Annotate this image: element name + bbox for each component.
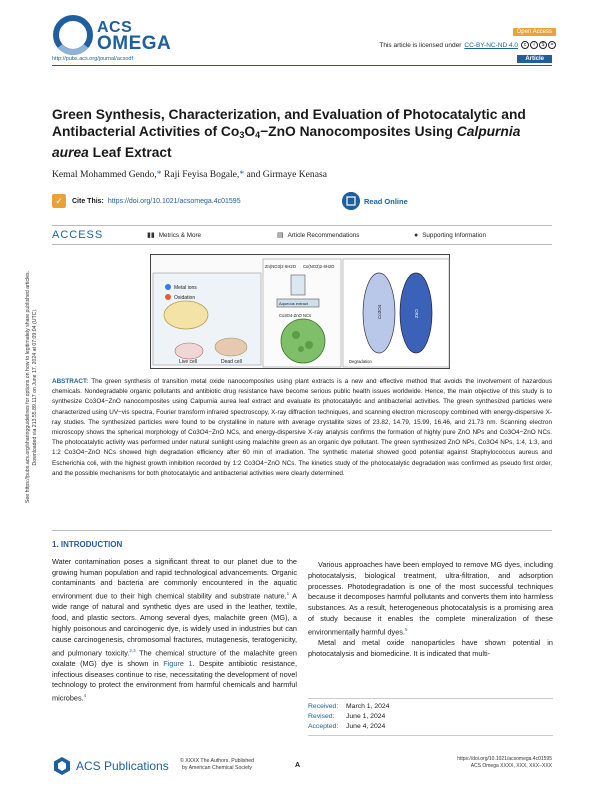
accepted-date: June 4, 2024	[346, 723, 386, 730]
supporting-info-link[interactable]: ● Supporting Information	[414, 231, 486, 239]
page-number: A	[295, 762, 301, 769]
toc-label-degradation: Degradation	[349, 359, 372, 364]
intro-paragraph-3: Metal and metal oxide nanoparticles have shown potential in photocatalysis and biomedicine. It is indicated that multi-	[308, 638, 553, 658]
toc-label-co3o4: Co3O4	[377, 304, 382, 319]
abstract-text: The green synthesis of transition metal oxide nanocomposites using plant extracts is a new and effective method that avoids the involvement of hazardous chemicals. Nondegradable organic pollutants and antibiotic drug resistance have become serious public health issues worldwide. Hence, the main objective of this study is to synthesize Co3O4−ZnO nanocomposites using Calpurnia aurea leaf extract and evaluate its photocatalytic and antibacterial activities. The green synthesized particles were characterized using UV−vis spectra, Fourier transform infrared spectroscopy, X-ray diffraction techniques, and scanning electron microscopy combined with energy-dispersive X-ray studies. The synthesized particles were found to be crystalline in nature with average crystallite sizes of 23.82, 14.79, 15.99, 16.46, and 21.73 nm. Scanning electron microscopy shows the spherical morphology of Co3O4−ZnO NCs, and energy-dispersive X-ray analysis confirms the formation of highly pure ZnO NPs and Co3O4−ZnO NCs. The photocatalytic activity was performed under natural sunlight using malachite green as an organic dye pollutant. The green synthesized ZnO NPs, Co3O4 NPs, 1:4, 1:3, and 1:2 Co3O4−ZnO NCs showed high degradation efficiency after 60 min of irradiation. The synthetic material showed good potential against Staphylococcus aureus and Escherichia coli, with the highest growth inhibition recorded by 1:2 Co3O4−ZnO NCs. The kinetics study of the photocatalytic degradation was confirmed as pseudo first order, and the possible mechanisms for both photocatalytic and antibacterial activities were clearly determined.	[52, 378, 552, 477]
footer-doi-link[interactable]: https://doi.org/10.1021/acsomega.4c01595	[457, 756, 552, 762]
toc-label-zno: ZnO	[414, 309, 419, 318]
publisher-name: ACS Publications	[76, 759, 169, 773]
accepted-label: Accepted:	[308, 723, 339, 730]
received-date: March 1, 2024	[346, 703, 390, 710]
cite-icon: ✓	[52, 194, 66, 208]
nd-icon: =	[548, 41, 556, 49]
toc-label-co-salt: Co(NO3)2·6H2O	[303, 264, 335, 269]
cc-license-icons	[521, 41, 556, 49]
download-notice	[25, 177, 39, 597]
license-prefix: This article is licensed under	[379, 41, 462, 49]
ref-link-2[interactable]: 2,3	[129, 647, 136, 653]
toc-label-dead-cell: Dead cell	[221, 359, 242, 365]
article-type-badge: Article	[517, 55, 552, 63]
journal-url-link[interactable]: http://pubs.acs.org/journal/acsodf	[52, 56, 134, 62]
cite-doi-link[interactable]: https://doi.org/10.1021/acsomega.4c01595	[107, 197, 241, 205]
metrics-link[interactable]: ▮▮ Metrics & More	[147, 231, 202, 239]
copyright-notice: © XXXX The Authors. Published by American Chemical Society	[179, 758, 255, 771]
author-gendo[interactable]: Kemal Mohammed Gendo,	[52, 169, 157, 180]
logo-acs-text: ACS	[97, 19, 133, 36]
toc-label-zn-salt: Zn(NO3)2·6H2O	[265, 264, 296, 269]
acs-omega-logo[interactable]	[52, 14, 182, 58]
abstract-label: ABSTRACT:	[52, 378, 89, 385]
read-online-icon	[342, 192, 360, 210]
toc-graphic-svg	[151, 255, 451, 370]
intro-paragraph-2: Various approaches have been employed to remove MG dyes, including photocatalysis, biological treatment, ultra-filtration, and adsorption processes. Photodegradation is one of the most successful techniques because it decomposes harmful pollutants and converts them into harmless substances. As a result, heterogeneous photocatalysis is a promising area of study because it enables the complete mineralization of these environmentally harmful dyes.$^5$	[308, 560, 553, 637]
read-online-label: Read Online	[364, 196, 408, 206]
abstract	[52, 377, 552, 479]
intro-heading: 1. INTRODUCTION	[52, 540, 123, 549]
toc-label-metal-ions: Metal ions	[174, 285, 197, 291]
omega-logo-icon	[52, 14, 94, 56]
logo-omega-text: OMEGA	[97, 33, 172, 54]
cc-icon: c	[521, 41, 529, 49]
left-column	[52, 540, 297, 704]
publication-dates	[308, 698, 553, 736]
acs-publications-logo[interactable]	[52, 756, 169, 776]
revised-label: Revised:	[308, 713, 335, 720]
journal-url-bar	[52, 56, 552, 66]
toc-label-aqueous-extract: Aqueous extract	[279, 301, 308, 306]
article-title: Green Synthesis, Characterization, and Evaluation of Photocatalytic and Antibacterial Activities of $Co_3O_4-ZnO$ Nanocomposites Using Calpurnia aurea Leaf Extract	[52, 107, 526, 160]
ref-link-4[interactable]: 5	[404, 626, 408, 632]
footer-doi	[457, 756, 552, 770]
cite-label: Cite This:	[72, 197, 104, 205]
license-link[interactable]: CC-BY-NC-ND 4.0	[464, 41, 518, 49]
acs-hex-logo-icon	[52, 756, 72, 776]
sharing-guidelines-text: See https://pubs.acs.org/sharingguidelines for options on how to legitimately share published articles.	[25, 270, 31, 504]
download-info-text: Downloaded via 213.55.89.117 on June 17, 2024 at 07:09:04 (UTC).	[32, 308, 38, 466]
recommendations-link[interactable]: ▤ Article Recommendations	[277, 231, 360, 239]
footer-citation: ACS Omega XXXX, XXX, XXX−XXX	[470, 763, 552, 769]
nc-icon: $	[539, 41, 547, 49]
section-divider	[52, 530, 552, 531]
access-bar	[52, 225, 552, 245]
ref-link-1[interactable]: 1	[286, 591, 290, 597]
toc-label-oxidation: Oxidation	[174, 295, 196, 301]
open-access-badge: Open Access	[513, 28, 556, 36]
page-footer	[52, 752, 552, 782]
revised-date: June 1, 2024	[346, 713, 386, 720]
bar-chart-icon: ▮▮	[147, 232, 155, 239]
toc-graphic	[150, 254, 450, 369]
cite-row	[52, 190, 552, 212]
author-list: Kemal Mohammed Gendo,* Raji Feyisa Bogale,* and Girmaye Kenasa	[52, 169, 327, 180]
document-icon: ▤	[277, 232, 284, 239]
ref-link-3[interactable]: 4	[83, 693, 87, 699]
by-icon: i	[530, 41, 538, 49]
author-kenasa[interactable]: and Girmaye Kenasa	[244, 169, 327, 180]
toc-label-nanocomposite: Co3O4-ZnO NCs	[279, 313, 312, 318]
read-online-button[interactable]	[342, 192, 408, 210]
toc-label-live-cell: Live cell	[179, 359, 198, 365]
supporting-info-icon: ●	[414, 231, 419, 239]
right-column	[308, 560, 553, 660]
intro-paragraph-1: Water contamination poses a significant threat to our planet due to the growing human population and rapid technological advancements. Organic contaminants and bacteria are commonly encountered in the aquatic environment due to their high chemical stability and substrate nature.$^1$ A wide range of natural and synthetic dyes are used in the leather, textile, food, and plastic sectors. Among several dyes, malachite green (MG), a highly poisonous and carcinogenic dye, is widely used in industries but can cause carcinogenesis, chromosomal fractures, mutagenesis, teratogenicity, and pulmonary toxicity.$^{2,3}$ The chemical structure of the malachite green oxalate (MG) dye is shown in Figure 1. Despite antibiotic resistance, infectious diseases continue to rise, necessitating the development of novel technology to protect the environment from harmful chemicals and harmful microbes.$^4$	[52, 556, 297, 703]
figure-1-link[interactable]: Figure 1	[163, 658, 193, 668]
access-label: ACCESS	[52, 229, 104, 241]
received-label: Received:	[308, 703, 339, 710]
author-bogale[interactable]: Raji Feyisa Bogale,	[161, 169, 240, 180]
license-line	[379, 41, 556, 49]
